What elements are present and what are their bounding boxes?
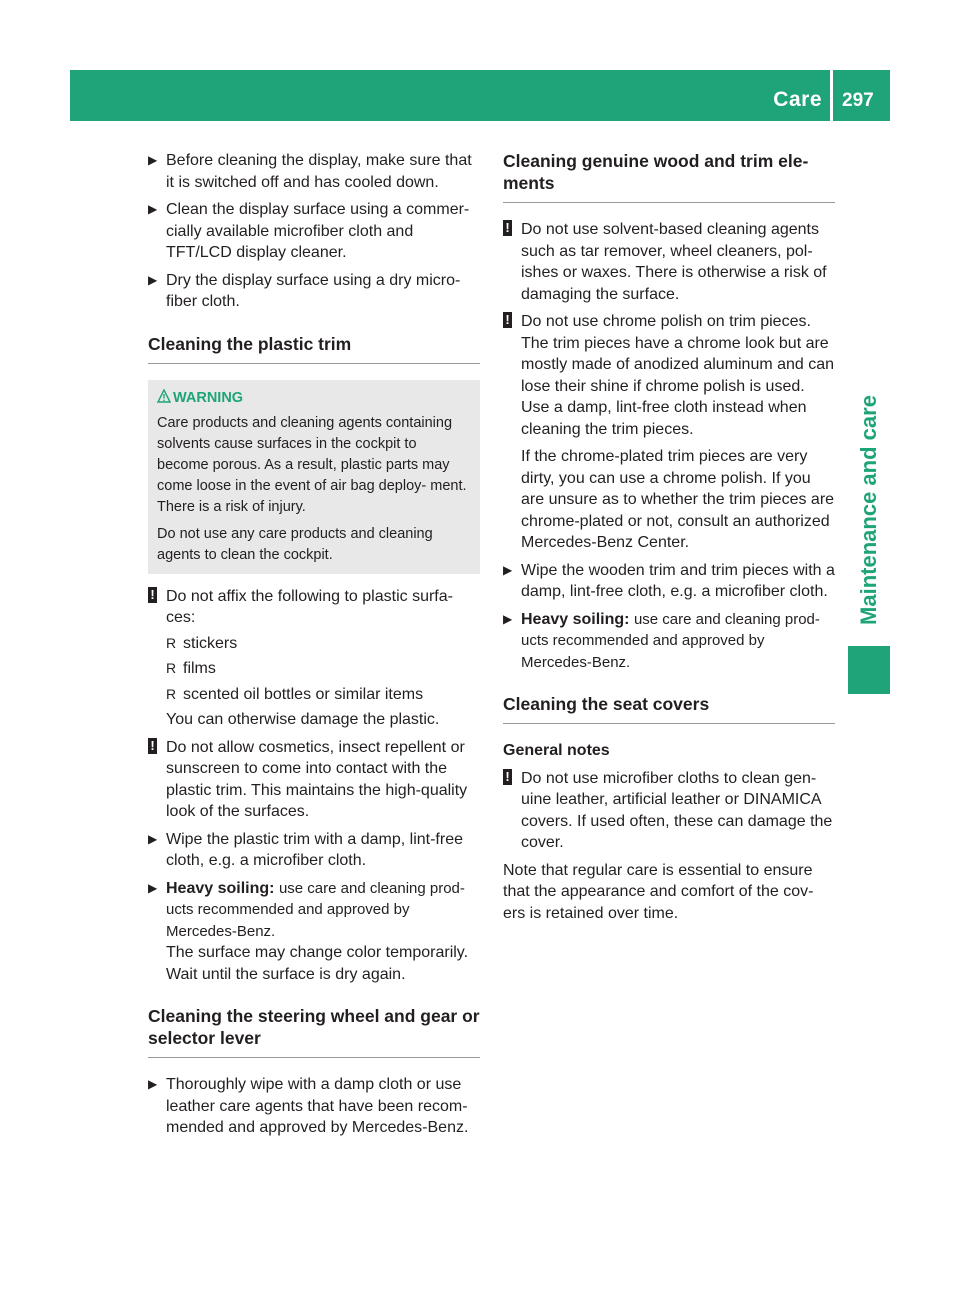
- header-bar: [70, 70, 890, 121]
- caution-note: ! Do not use chrome polish on trim pieces. The trim pieces have a chrome look but are mostly made of anodized aluminum and can lose their shine if chrome polish is used. Use a damp, lint-free cloth instead when cleaning the trim pieces. If the chrome-plated trim pieces are very dirty, you can use a chrome polish. If you are unsure as to whether the trim pieces are chrome-plated or not, consult an authorized Mercedes-Benz Center.: [503, 311, 835, 554]
- step-arrow-icon: ▶: [148, 1077, 158, 1091]
- heading-seat-covers: Cleaning the seat covers: [503, 694, 710, 714]
- step-arrow-icon: ▶: [503, 611, 513, 626]
- step-arrow-icon: ▶: [148, 153, 158, 167]
- step-arrow-icon: ▶: [148, 880, 158, 895]
- instruction-step: ▶ Dry the display surface using a dry micro- fiber cloth.: [148, 271, 461, 310]
- section-heading-block: [503, 693, 835, 724]
- instruction-step: ▶ Thoroughly wipe with a damp cloth or use leather care agents that have been recom- mended and approved by Mercedes-Benz.: [148, 1076, 469, 1136]
- instruction-step: ▶ Wipe the plastic trim with a damp, lint-free cloth, e.g. a microfiber cloth.: [148, 830, 463, 869]
- right-column: [503, 150, 835, 924]
- subheading-general-notes: General notes: [503, 742, 610, 759]
- list-item: R scented oil bottles or similar items: [166, 684, 480, 706]
- section-heading-block: [148, 333, 480, 364]
- heading-plastic-trim: Cleaning the plastic trim: [148, 333, 352, 354]
- warning-title: WARNING: [157, 388, 471, 409]
- caution-note: ! Do not use solvent-based cleaning agents such as tar remover, wheel cleaners, pol- ishes or waxes. There is otherwise a risk of damaging the surface.: [503, 219, 835, 305]
- exclamation-icon: !: [503, 220, 512, 236]
- section-title: Care: [773, 88, 822, 111]
- list-item: R stickers: [166, 633, 480, 655]
- exclamation-icon: !: [148, 738, 157, 754]
- bullet-icon: R: [166, 634, 177, 651]
- step-arrow-icon: ▶: [503, 562, 513, 577]
- bullet-icon: R: [166, 685, 177, 702]
- section-heading-block: [503, 150, 835, 203]
- exclamation-icon: !: [503, 769, 512, 785]
- caution-note: ! Do not affix the following to plastic surfa- ces: R stickers R films R scented oil bottles or similar items You can otherwise damage the plastic.: [148, 586, 480, 731]
- warning-triangle-icon: [157, 389, 171, 403]
- instruction-step: ▶ Wipe the wooden trim and trim pieces with a damp, lint-free cloth, e.g. a microfiber cloth.: [503, 561, 835, 600]
- left-column: [148, 150, 480, 1145]
- side-tab-label: Maintenance and care: [856, 395, 881, 625]
- warning-text: Care products and cleaning agents containing solvents cause surfaces in the cockpit to become porous. As a result, plastic parts may come loose in the event of air bag deploy- ment. There is a risk of injury.: [157, 414, 467, 515]
- instruction-step: ▶ Clean the display surface using a commer- cially available microfiber cloth and TFT/LCD display cleaner.: [148, 201, 470, 261]
- page-number: 297: [842, 90, 874, 111]
- warning-text: Do not use any care products and cleaning agents to clean the cockpit.: [157, 525, 433, 563]
- list-item: R films: [166, 658, 480, 680]
- section-heading-block: [148, 1005, 480, 1058]
- warning-box: [148, 380, 480, 574]
- header-divider: [830, 70, 833, 121]
- heading-steering-wheel: Cleaning the steering wheel and gear or selector lever: [148, 1006, 480, 1048]
- bullet-icon: R: [166, 660, 177, 676]
- heading-wood-trim: Cleaning genuine wood and trim ele- ments: [503, 151, 809, 193]
- instruction-step: ▶ Before cleaning the display, make sure that it is switched off and has cooled down.: [148, 152, 472, 191]
- step-arrow-icon: ▶: [148, 272, 158, 287]
- step-arrow-icon: ▶: [148, 202, 158, 216]
- instruction-step: ▶ Heavy soiling: use care and cleaning prod- ucts recommended and approved by Mercedes-Benz.: [503, 610, 820, 671]
- caution-note: ! Do not use microfiber cloths to clean gen- uine leather, artificial leather or DINAMICA covers. If used often, these can damage the cover.: [503, 768, 835, 854]
- side-tab-marker: [848, 646, 890, 694]
- exclamation-icon: !: [503, 312, 512, 328]
- step-arrow-icon: ▶: [148, 831, 158, 846]
- exclamation-icon: !: [148, 587, 157, 603]
- instruction-step: ▶ Heavy soiling: use care and cleaning prod- ucts recommended and approved by Mercedes-Benz. The surface may change color temporarily. Wait until the surface is dry again.: [148, 879, 469, 983]
- caution-note: ! Do not allow cosmetics, insect repellent or sunscreen to come into contact with the plastic trim. This maintains the high-quality look of the surfaces.: [148, 737, 480, 823]
- body-paragraph: Note that regular care is essential to ensure that the appearance and comfort of the cov- ers is retained over time.: [503, 861, 814, 922]
